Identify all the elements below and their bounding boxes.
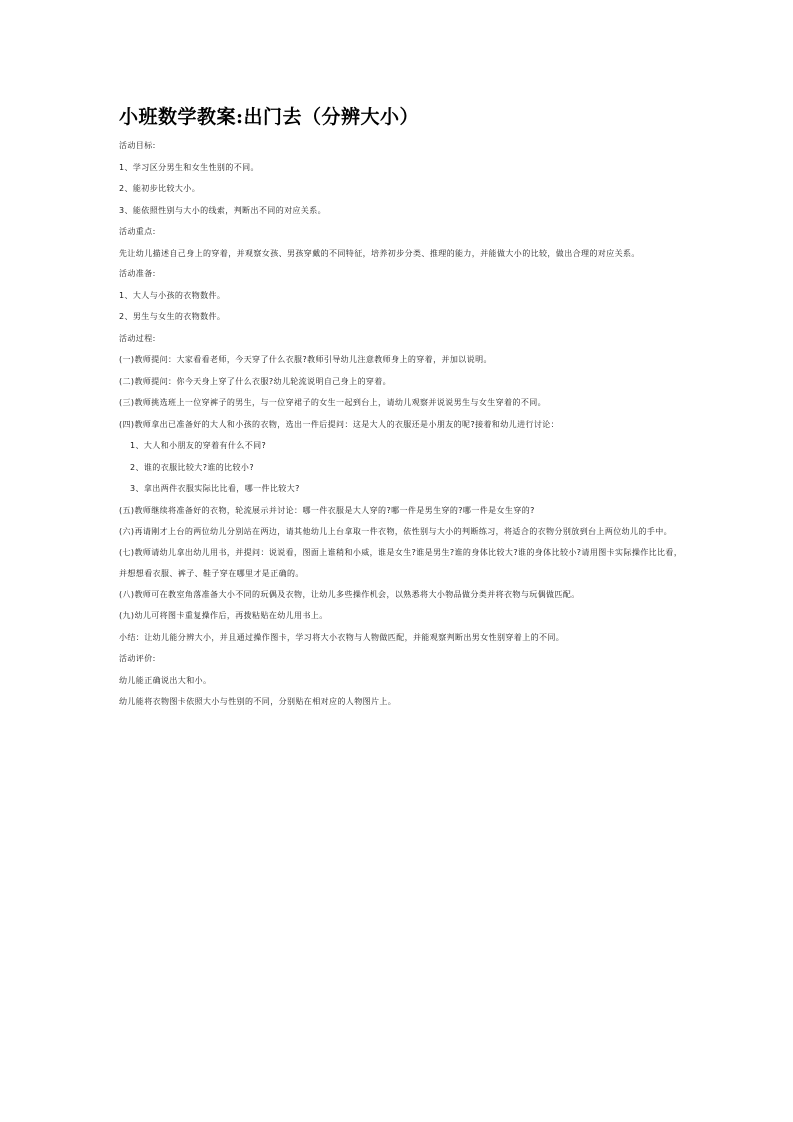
- paragraph: 3、能依照性别与大小的线索，判断出不同的对应关系。: [119, 205, 327, 215]
- paragraph: 活动目标:: [119, 141, 156, 150]
- paragraph: (一)教师提问：大家看看老师，今天穿了什么衣服?教师引导幼儿注意教师身上的穿着，并加以说明。: [119, 355, 492, 364]
- document-title: 小班数学教案:出门去（分辨大小）: [119, 106, 420, 128]
- paragraph: 2、谁的衣服比较大?谁的比较小?: [130, 462, 254, 472]
- paragraph: (六)再请刚才上台的两位幼儿分别站在两边，请其他幼儿上台拿取一件衣物，依性别与大小的判断练习，将适合的衣物分别放到台上两位幼儿的手中。: [119, 527, 673, 536]
- paragraph: 2、男生与女生的衣物数件。: [119, 312, 226, 321]
- paragraph: 小结：让幼儿能分辨大小，并且通过操作图卡，学习将大小衣物与人物做匹配，并能观察判断出男女性别穿着上的不同。: [119, 632, 565, 642]
- paragraph: 先让幼儿描述自己身上的穿着，并观察女孩、男孩穿戴的不同特征，培养初步分类、推理的能力，并能做大小的比较，做出合理的对应关系。: [119, 248, 640, 258]
- paragraph: (八)教师可在教室角落准备大小不同的玩偶及衣物，让幼儿多些操作机会，以熟悉将大小物品做分类并将衣物与玩偶做匹配。: [119, 589, 580, 599]
- document-page: [119, 104, 689, 718]
- paragraph: 3、拿出两件衣服实际比比看，哪一件比较大?: [130, 484, 300, 493]
- paragraph: (七)教师请幼儿拿出幼儿用书，并提问：说说看，图面上谁稍和小威，谁是女生?谁是男生?谁的身体比较大?谁的身体比较小?请用图卡实际操作比比看，并想想看衣服、裤子、鞋子穿在哪里才是正确的。: [119, 547, 683, 578]
- paragraph: 活动准备:: [119, 269, 156, 278]
- paragraph: 1、学习区分男生和女生性别的不同。: [119, 162, 259, 172]
- paragraph: (三)教师挑选班上一位穿裤子的男生，与一位穿裙子的女生一起到台上，请幼儿观察并说说男生与女生穿着的不同。: [119, 398, 547, 407]
- document-body: [119, 140, 689, 708]
- paragraph: 活动过程:: [119, 333, 156, 343]
- paragraph: 活动重点:: [119, 227, 156, 236]
- paragraph: 幼儿能正确说出大和小。: [119, 675, 212, 685]
- paragraph: (二)教师提问：你今天身上穿了什么衣服?幼儿轮流说明自己身上的穿着。: [119, 376, 392, 386]
- paragraph: (四)教师拿出已准备好的大人和小孩的衣物，选出一件后提问：这是大人的衣服还是小朋友的呢?接着和幼儿进行讨论：: [119, 419, 560, 429]
- paragraph: 幼儿能将衣物图卡依照大小与性别的不同，分别贴在相对应的人物图片上。: [119, 697, 397, 706]
- paragraph: (五)教师继续将准备好的衣物，轮流展示并讨论：哪一件衣服是大人穿的?哪一件是男生穿的?哪一件是女生穿的?: [119, 505, 535, 515]
- paragraph: 1、大人和小朋友的穿着有什么不同?: [130, 441, 267, 450]
- paragraph: 2、能初步比较大小。: [119, 184, 201, 193]
- paragraph: (九)幼儿可将图卡重复操作后，再拨粘贴在幼儿用书上。: [119, 611, 328, 620]
- paragraph: 活动评价:: [119, 654, 156, 663]
- paragraph: 1、大人与小孩的衣物数件。: [119, 290, 226, 300]
